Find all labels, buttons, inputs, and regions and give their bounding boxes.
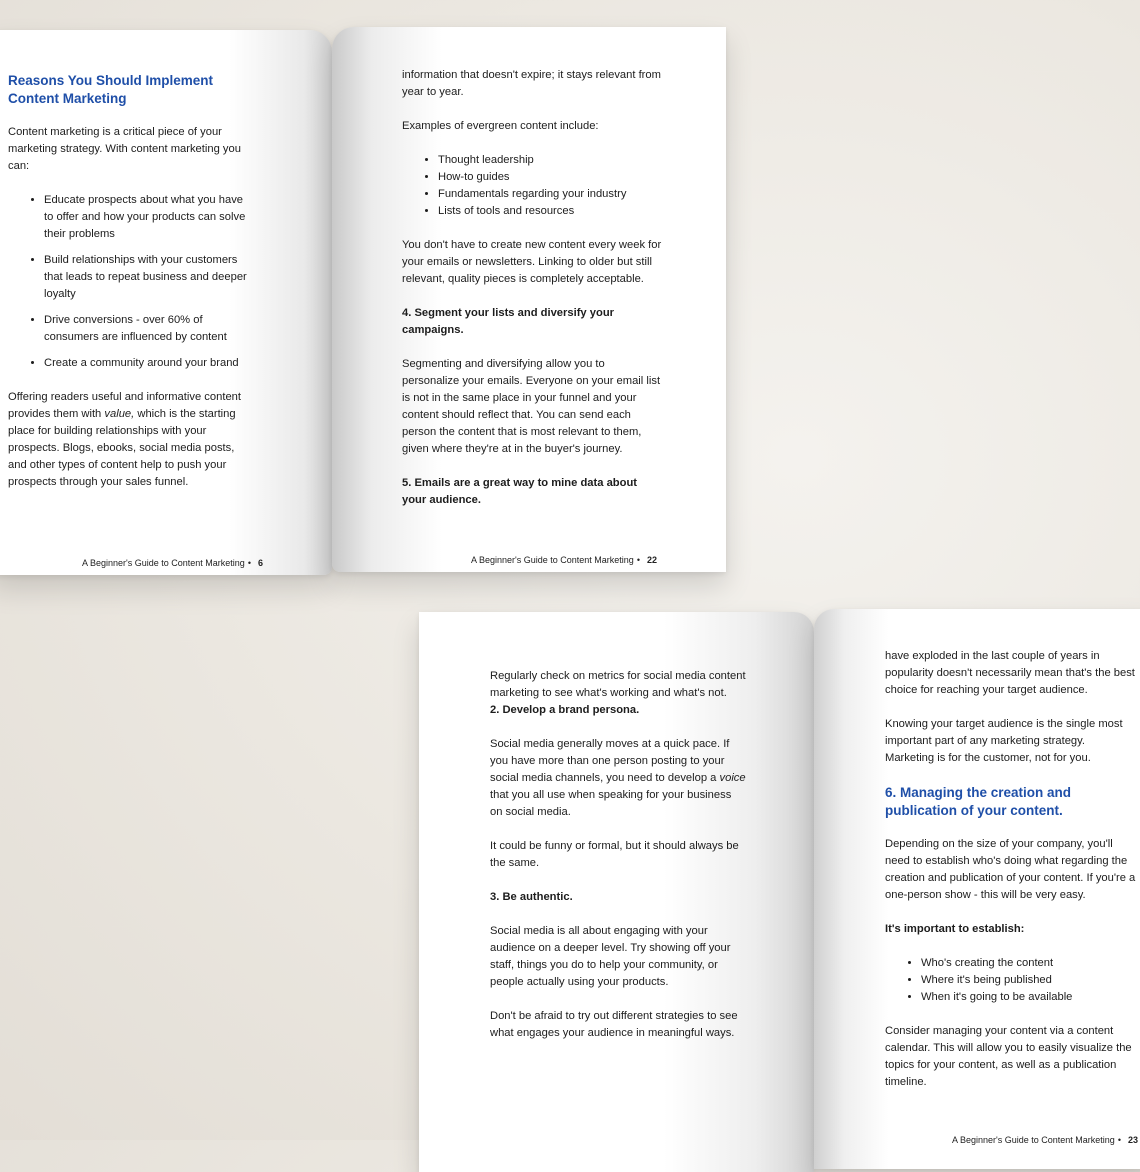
text-run: which is the starting place for building relationships with your prospects. Blogs, ebooks, social media posts, and other types of content help to push your prospects through your sales funnel. [8,408,236,488]
list-item: • Create a community around your brand [44,355,248,372]
italic-text: value, [104,408,135,420]
page-23 [814,609,1140,1169]
paragraph: Knowing your target audience is the single most important part of any marketing strategy. Marketing is for the customer, not for you. [885,718,1123,764]
page-footer [952,1135,1138,1145]
list-item: • Fundamentals regarding your industry [438,186,664,203]
text-run: Social media generally moves at a quick pace. If you have more than one person posting to your social media channels, you need to develop a [490,738,730,784]
list-item: • Thought leadership [438,152,664,169]
subheading: 4. Segment your lists and diversify your campaigns. [402,307,615,336]
footer-separator: • [247,558,251,568]
paragraph: Depending on the size of your company, you'll need to establish who's doing what regarding the creation and publication of your content. If you're a one-person show - this will be very easy. [885,838,1136,901]
paragraph: have exploded in the last couple of years in popularity doesn't necessarily mean that's the best choice for reaching your target audience. [885,650,1135,696]
subheading: 5. Emails are a great way to mine data about your audience. [402,477,638,506]
paragraph: Don't be afraid to try out different strategies to see what engages your audience in meaningful ways. [490,1010,738,1039]
paragraph: It could be funny or formal, but it should always be the same. [490,840,739,869]
text-run: Offering readers useful and informative content provides them with [8,391,241,420]
list-item: • Who's creating the content [921,955,1137,972]
page-footer [82,558,263,568]
subheading: 3. Be authentic. [490,891,573,903]
footer-title: A Beginner's Guide to Content Marketing [952,1135,1115,1145]
paragraph: You don't have to create new content every week for your emails or newsletters. Linking to older but still relevant, quality pieces is completely acceptable. [402,239,662,285]
page-number: 23 [1127,1135,1138,1145]
paragraph [490,736,746,821]
section-heading: 6. Managing the creation and publication of your content. [885,785,1072,818]
page-left-bottom [419,612,814,1172]
intro-paragraph: Content marketing is a critical piece of your marketing strategy. With content marketing you can: [8,126,241,172]
establish-list [885,955,1137,1006]
evergreen-list [402,152,664,220]
list-item: • How-to guides [438,169,664,186]
list-item: • Lists of tools and resources [438,203,664,220]
text-run: that you all use when speaking for your business on social media. [490,789,732,818]
footer-separator: • [1117,1135,1121,1145]
list-item: • When it's going to be available [921,989,1137,1006]
page-22 [332,27,726,572]
list-item: • Educate prospects about what you have to offer and how your products can solve their problems [44,192,248,243]
paragraph: Segmenting and diversifying allow you to personalize your emails. Everyone on your email list is not in the same place in your funnel and your content should reflect that. You can send each person the content that is most relevant to them, given where they're at in the buyer's journey. [402,358,661,455]
value-paragraph [8,389,248,491]
paragraph: Consider managing your content via a content calendar. This will allow you to easily visualize the topics for your content, as well as a publication timeline. [885,1025,1132,1088]
footer-title: A Beginner's Guide to Content Marketing [82,558,245,568]
subheading: 2. Develop a brand persona. [490,704,640,716]
benefits-list [8,192,248,372]
footer-title: A Beginner's Guide to Content Marketing [471,555,634,565]
page-footer [471,555,657,565]
subheading: It's important to establish: [885,923,1025,935]
section-heading: Reasons You Should Implement Content Marketing [8,73,214,106]
paragraph: Regularly check on metrics for social media content marketing to see what's working and what's not. [490,670,746,699]
list-item: • Where it's being published [921,972,1137,989]
page-number: 6 [257,558,263,568]
paragraph: Social media is all about engaging with your audience on a deeper level. Try showing off your staff, things you do to help your community, or people actually using your products. [490,925,731,988]
page-6 [0,30,332,575]
list-item: • Build relationships with your customers that leads to repeat business and deeper loyalty [44,252,248,303]
footer-separator: • [636,555,640,565]
page-number: 22 [646,555,657,565]
paragraph: information that doesn't expire; it stays relevant from year to year. [402,69,661,98]
italic-text: voice [719,772,746,784]
paragraph: Examples of evergreen content include: [402,120,599,132]
list-item: • Drive conversions - over 60% of consumers are influenced by content [44,312,248,346]
